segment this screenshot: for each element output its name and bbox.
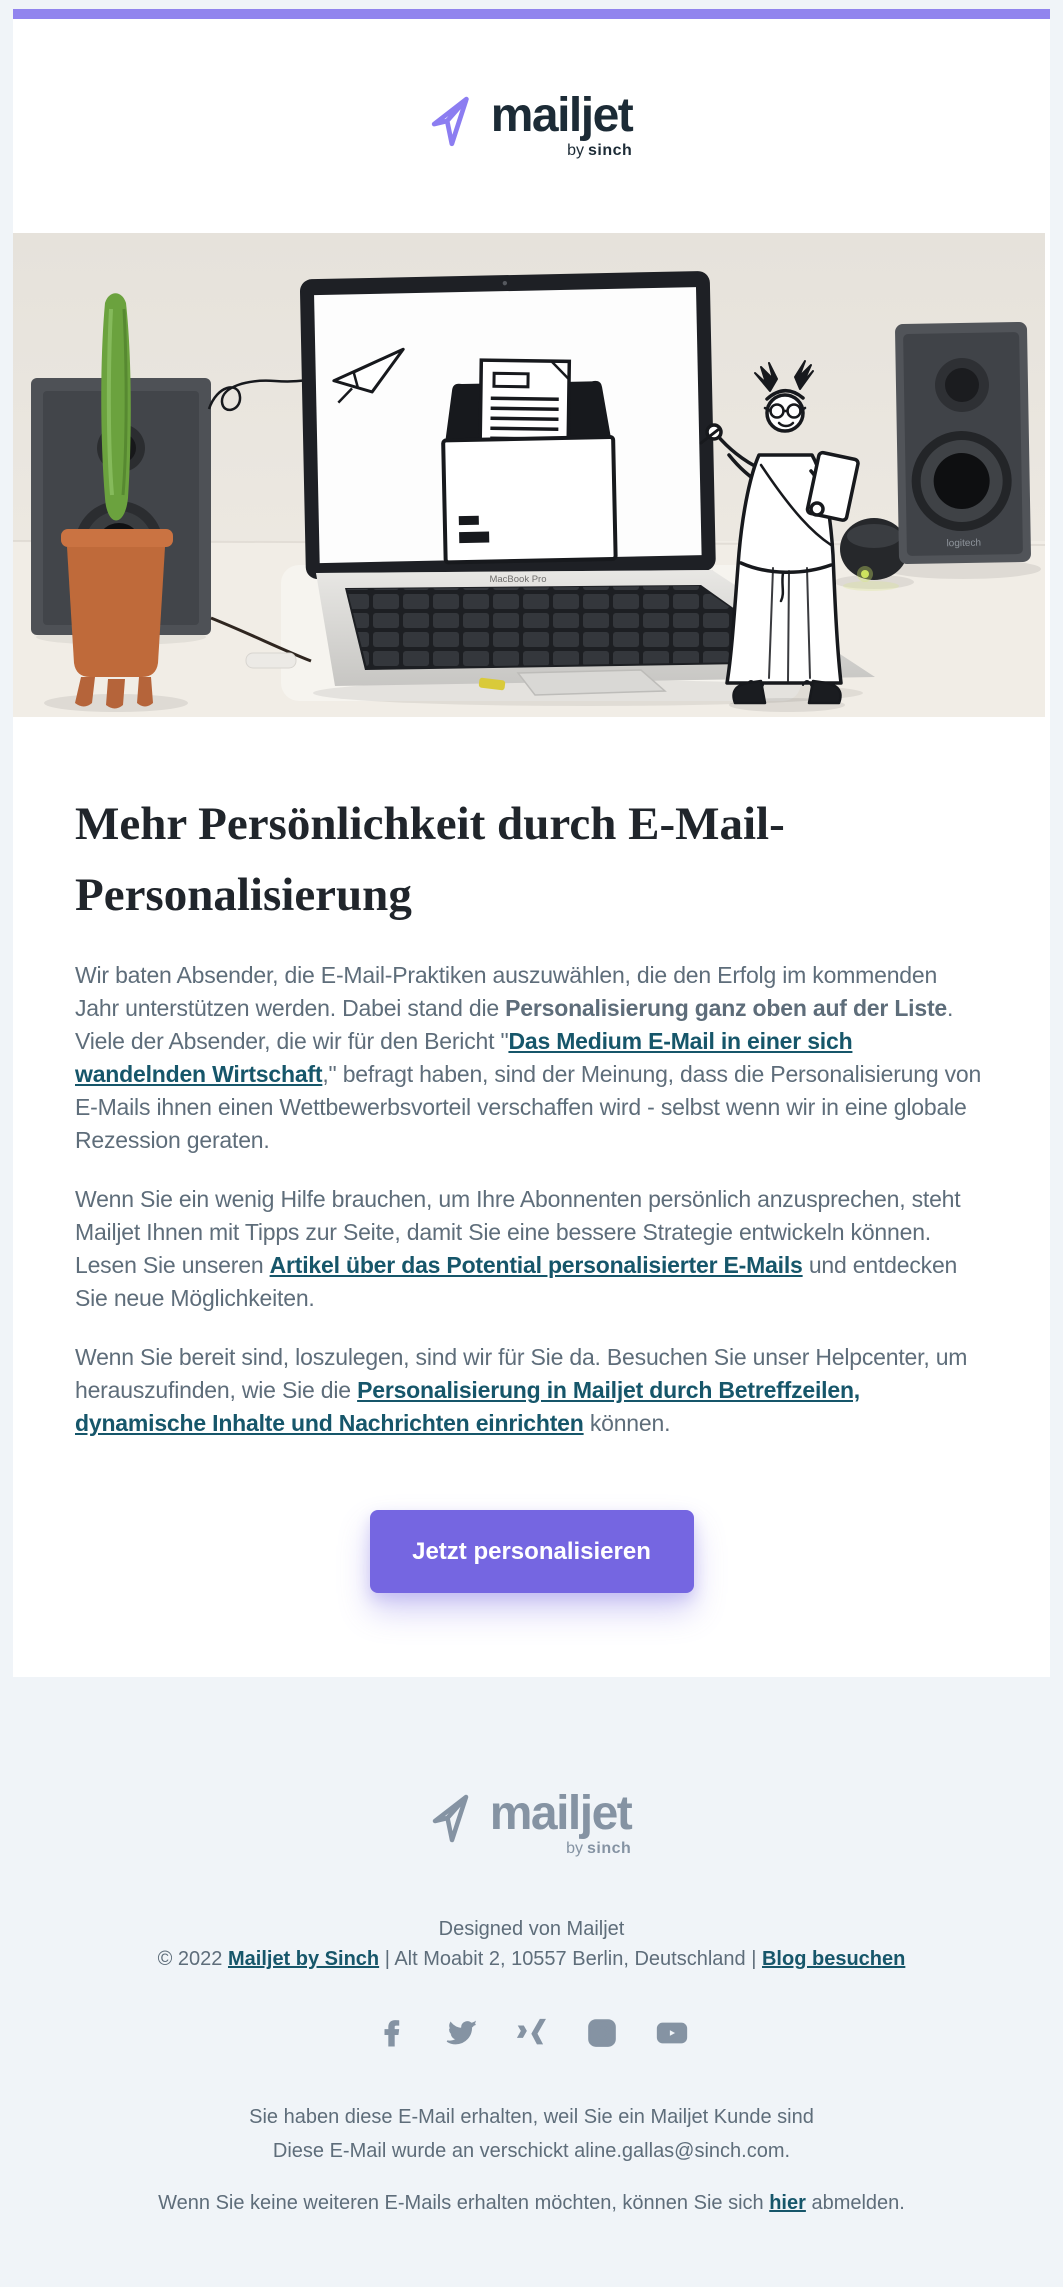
text-segment: und entdecken Sie neue Möglichkeiten. (75, 1252, 958, 1311)
inline-link[interactable]: hier (769, 2192, 806, 2214)
hero-image (13, 233, 1045, 717)
paragraph (75, 959, 987, 1157)
inline-link[interactable]: Mailjet by Sinch (227, 1948, 380, 1970)
text-segment: Personalisierung ganz oben auf der Liste (505, 995, 948, 1021)
footer-logo-wordmark: mailjet (489, 1787, 632, 1840)
delivery-notice (0, 2100, 1063, 2168)
paper-plane-icon (431, 96, 481, 148)
inline-link[interactable]: Artikel über das Potential personalisierter E-Mails (269, 1252, 803, 1278)
laptop-brand-label: MacBook Pro (489, 574, 547, 585)
copyright-line (0, 1944, 1063, 1974)
email-header (13, 19, 1050, 233)
paragraph (75, 1183, 987, 1315)
logo-byline: by sinch (567, 142, 633, 159)
page-title: Mehr Persönlichkeit durch E-Mail- Personalisierung (75, 798, 785, 921)
twitter-icon[interactable] (445, 2016, 479, 2050)
speaker-brand-label: logitech (946, 537, 982, 550)
notice-line-1: Sie haben diese E-Mail erhalten, weil Sie ein Mailjet Kunde sind (249, 2106, 814, 2128)
right-speaker (895, 322, 1031, 564)
text-segment: abmelden. (805, 2192, 905, 2214)
personalize-now-button[interactable]: Jetzt personalisieren (370, 1510, 694, 1593)
email-body (13, 789, 1050, 1440)
youtube-icon[interactable] (655, 2016, 689, 2050)
text-segment: © 2022 (157, 1948, 228, 1970)
envelope-art (441, 357, 615, 562)
text-segment: Wir baten Absender, die E-Mail-Praktiken auszuwählen, die den Erfolg im kommenden Jahr unterstützen werden. Dabei stand die (75, 962, 938, 1021)
email-footer (0, 1677, 1063, 2282)
inline-link[interactable]: Das Medium E-Mail in einer sich wandelnden Wirtschaft (75, 1028, 853, 1087)
footer-logo-byline: by sinch (566, 1840, 632, 1857)
notice-line-2: Diese E-Mail wurde an verschickt aline.gallas@sinch.com. (272, 2140, 791, 2162)
text-segment: Wenn Sie keine weiteren E-Mails erhalten möchten, können Sie sich (158, 2192, 770, 2214)
top-accent-bar (13, 9, 1050, 19)
instagram-icon[interactable] (585, 2016, 619, 2050)
inline-link[interactable]: Personalisierung in Mailjet durch Betreffzeilen, dynamische Inhalte und Nachrichten einrichten (75, 1377, 860, 1436)
facebook-icon[interactable] (375, 2016, 409, 2050)
text-segment: Wenn Sie bereit sind, loszulegen, sind wir für Sie da. Besuchen Sie unser Helpcenter, um herauszufinden, wie Sie die (75, 1344, 968, 1403)
logo-wordmark: mailjet (490, 89, 633, 142)
text-segment: . Viele der Absender, die wir für den Bericht " (75, 995, 954, 1054)
text-segment: | Alt Moabit 2, 10557 Berlin, Deutschland | (379, 1948, 762, 1970)
usb-adapter (246, 653, 296, 668)
designed-by-line: Designed von Mailjet (438, 1918, 625, 1940)
text-segment: können. (583, 1410, 671, 1436)
footer-mailjet-logo (432, 1787, 632, 1858)
cta-row (13, 1466, 1050, 1677)
inline-link[interactable]: Blog besuchen (761, 1948, 906, 1970)
paper-plane-icon (432, 1794, 480, 1844)
text-segment: Wenn Sie ein wenig Hilfe brauchen, um Ihre Abonnenten persönlich anzusprechen, steht Mailjet Ihnen mit Tipps zur Seite, damit Sie eine bessere Strategie entwickeln können. Lesen Sie unseren (75, 1186, 961, 1278)
text-segment: ," befragt haben, sind der Meinung, dass die Personalisierung von E-Mails ihnen einen Wettbewerbsvorteil verschaffen wird - selbst wenn wir in eine globale Rezession geraten. (75, 1061, 982, 1153)
social-icons (0, 2016, 1063, 2050)
email-card (13, 9, 1050, 1677)
paragraph (75, 1341, 987, 1440)
xing-icon[interactable] (515, 2016, 549, 2050)
unsubscribe-line (0, 2188, 1063, 2218)
mailjet-logo (431, 89, 633, 160)
